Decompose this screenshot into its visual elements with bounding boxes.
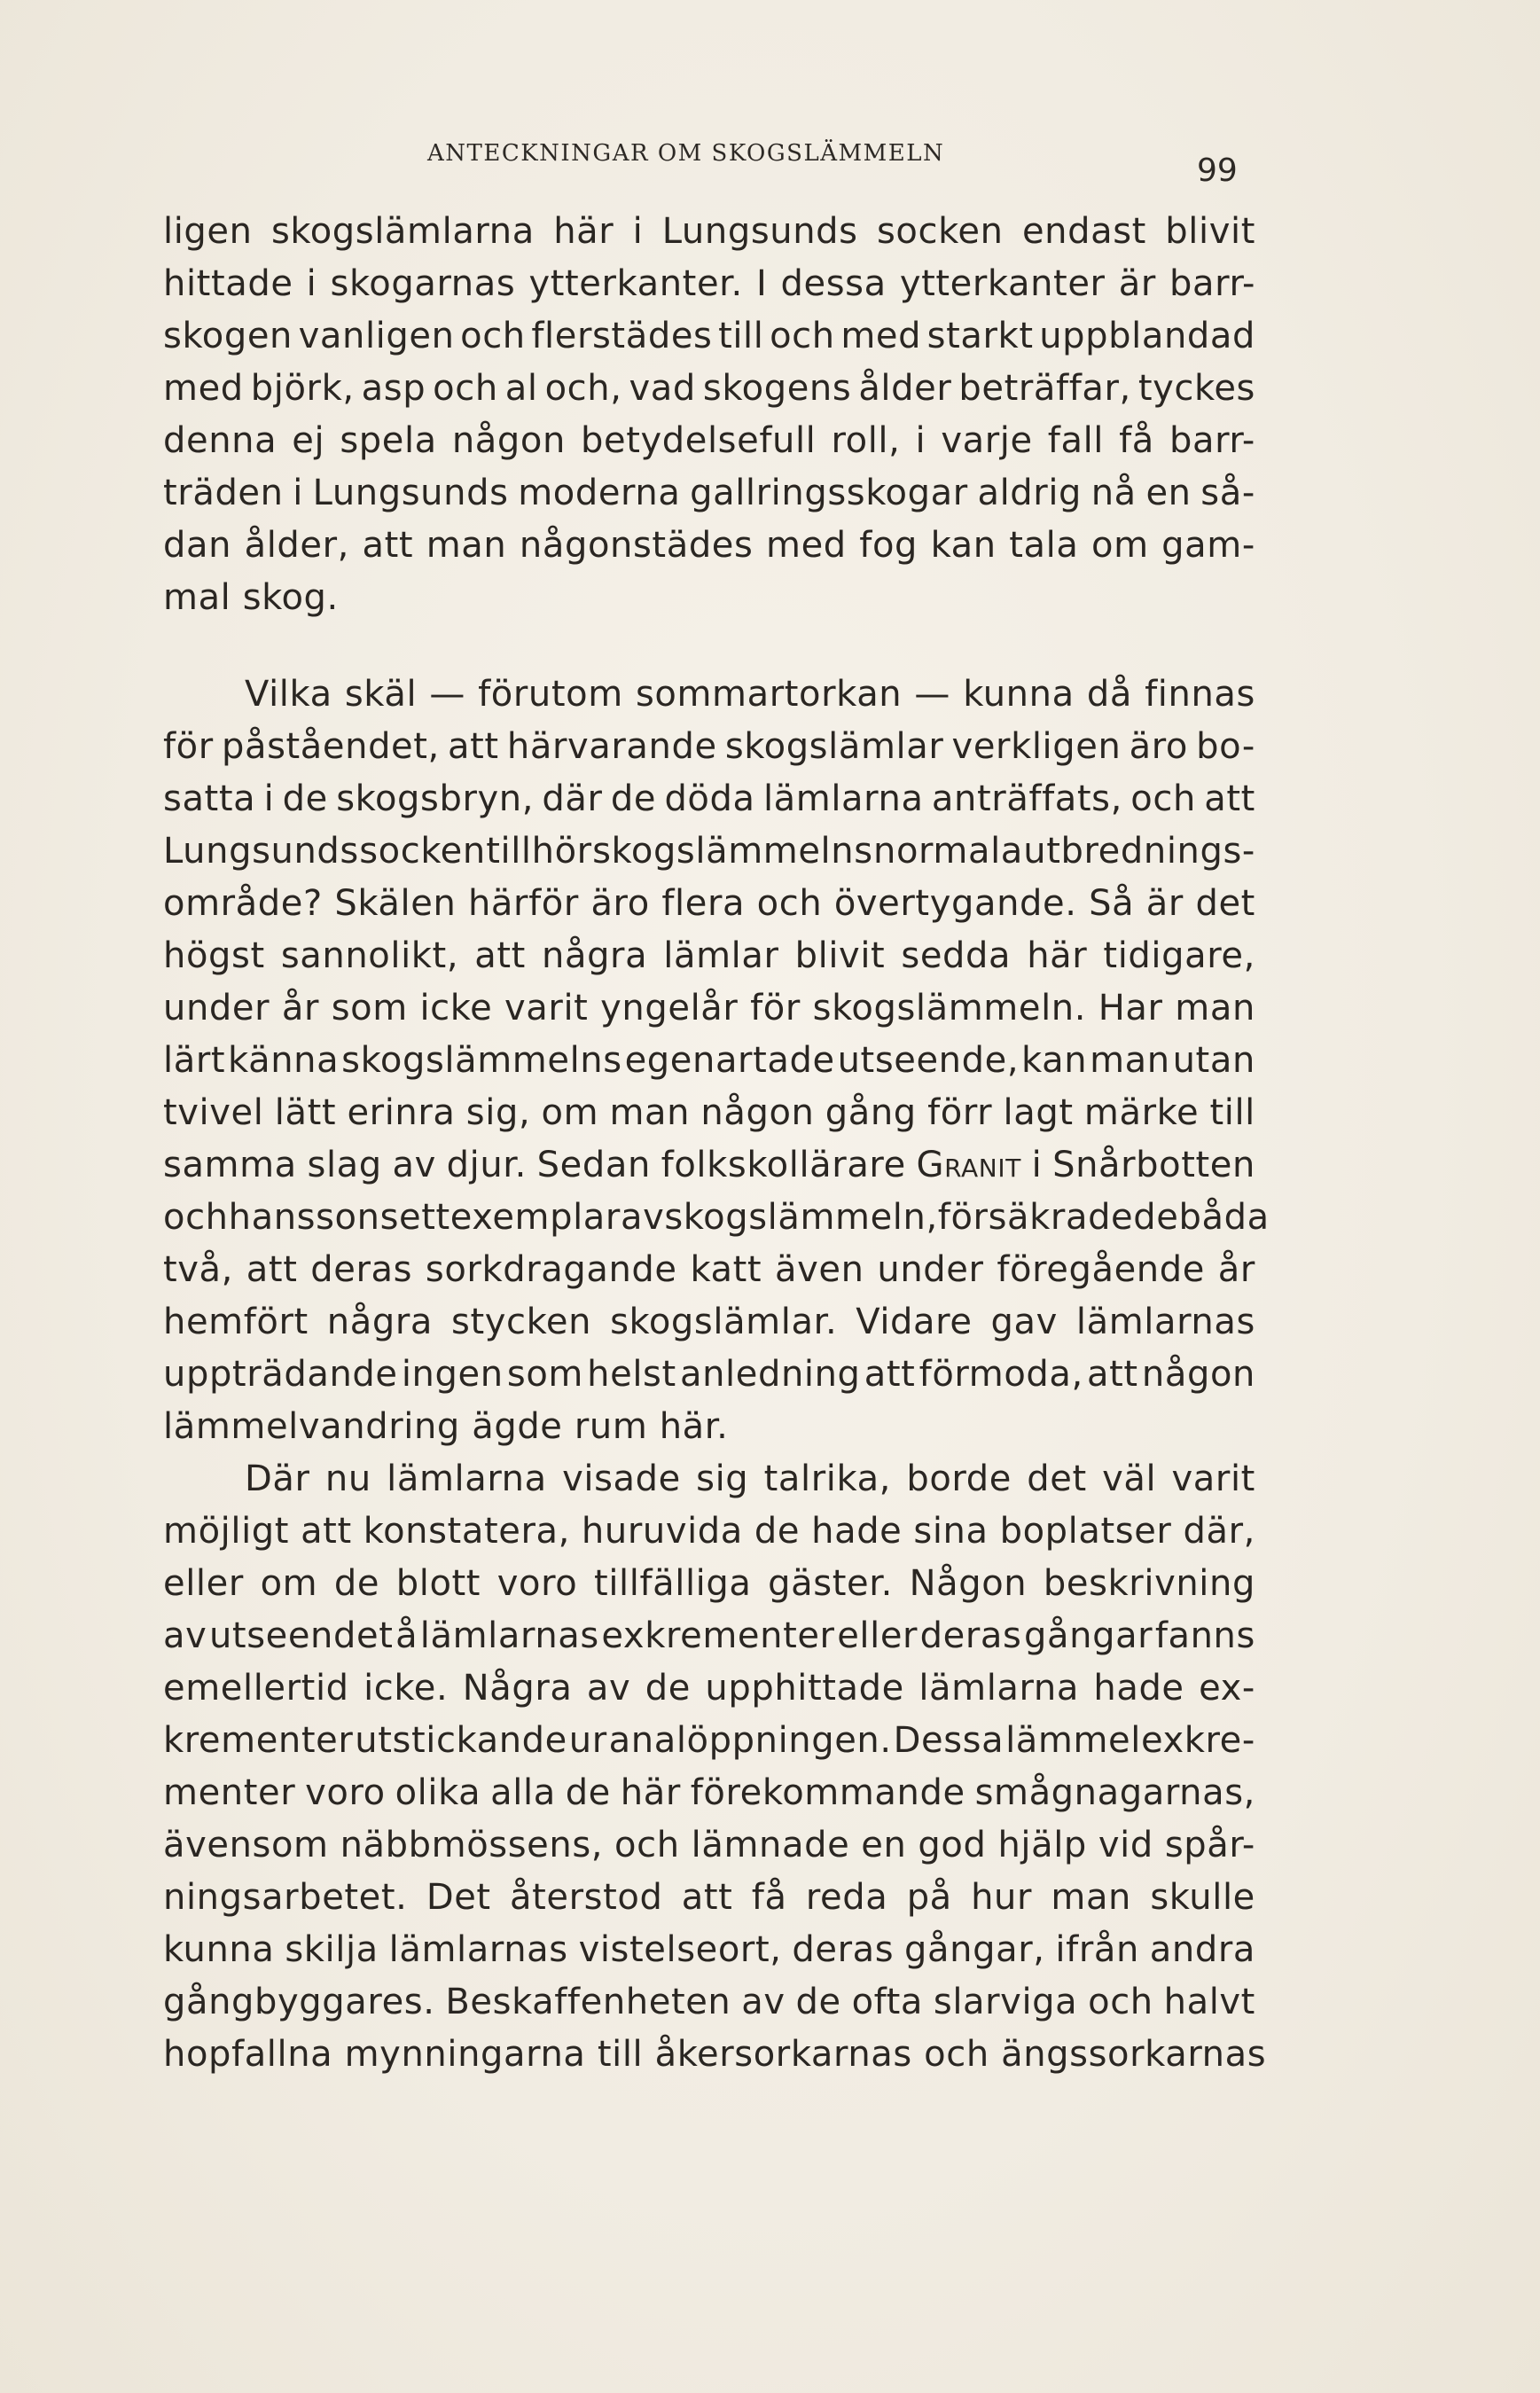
text-line: område? Skälen härför äro flera och övertygande. Så är det <box>163 883 1255 924</box>
text-line: högst sannolikt, att några lämlar blivit sedda här tidigare, <box>163 935 1255 976</box>
text-line: lärt känna skogslämmelns egenartade utseende, kan man utan <box>163 1040 1255 1081</box>
text-line: hittade i skogarnas ytterkanter. I dessa ytterkanter är barr- <box>163 263 1255 304</box>
paragraph <box>163 206 1255 624</box>
text-line: och hans son sett exemplar av skogslämmeln, försäkrade de båda <box>163 1197 1270 1238</box>
text-line: kunna skilja lämlarnas vistelseort, deras gångar, ifrån andra <box>163 1929 1255 1970</box>
text-line: med björk, asp och al och, vad skogens ålder beträffar, tyckes <box>163 368 1255 409</box>
text-line: denna ej spela någon betydelsefull roll, i varje fall få barr- <box>163 420 1255 461</box>
person-name: Granit <box>916 1145 1021 1185</box>
text-line: satta i de skogsbryn, där de döda lämlarna anträffats, och att <box>163 778 1255 819</box>
text-line: krementer utstickande ur analöppningen. Dessa lämmelexkre- <box>163 1720 1255 1761</box>
text-line: ligen skogslämlarna här i Lungsunds socken endast blivit <box>163 211 1255 252</box>
text-line: emellertid icke. Några av de upphittade lämlarna hade ex- <box>163 1668 1255 1709</box>
text-line: Lungsunds socken tillhör skogslämmelns normala utbrednings- <box>163 831 1255 872</box>
paragraph <box>163 1453 1267 2081</box>
text-line: hopfallna mynningarna till åkersorkarnas och ängssorkarnas <box>163 2034 1267 2075</box>
text-line: två, att deras sorkdragande katt även under föregående år <box>163 1249 1255 1290</box>
text-line: under år som icke varit yngelår för skogslämmeln. Har man <box>163 988 1255 1028</box>
text-line: menter voro olika alla de här förekommande smågnagarnas, <box>163 1772 1255 1813</box>
text-line: för påståendet, att härvarande skogslämlar verkligen äro bo- <box>163 726 1255 767</box>
text-line: hemfört några stycken skogslämlar. Vidare gav lämlarnas <box>163 1302 1255 1342</box>
text-line: Vilka skäl — förutom sommartorkan — kunna då finnas <box>245 674 1255 715</box>
text-line: gångbyggares. Beskaffenheten av de ofta slarviga och halvt <box>163 1982 1255 2022</box>
text-line: eller om de blott voro tillfälliga gäster. Någon beskrivning <box>163 1563 1255 1604</box>
text-line: ävensom näbbmössens, och lämnade en god hjälp vid spår- <box>163 1825 1255 1865</box>
text-line: möjligt att konstatera, huruvida de hade sina boplatser där, <box>163 1511 1255 1552</box>
text-line: samma slag av djur. Sedan folkskollärare Granit i Snårbotten <box>163 1139 1255 1192</box>
text-line: Där nu lämlarna visade sig talrika, borde det väl varit <box>245 1458 1255 1499</box>
text-line: lämmelvandring ägde rum här. <box>163 1406 729 1447</box>
text-line: tvivel lätt erinra sig, om man någon gång förr lagt märke till <box>163 1092 1255 1133</box>
text-line: ningsarbetet. Det återstod att få reda på hur man skulle <box>163 1877 1255 1918</box>
text-line: skogen vanligen och flerstädes till och med starkt uppblandad <box>163 316 1255 356</box>
text-line: träden i Lungsunds moderna gallringsskogar aldrig nå en så- <box>163 473 1255 513</box>
text-line: mal skog. <box>163 577 339 618</box>
page-number: 99 <box>1197 152 1238 189</box>
text-line: av utseendet å lämlarnas exkrementer eller deras gångar fanns <box>163 1615 1255 1656</box>
running-head: ANTECKNINGAR OM SKOGSLÄMMELN <box>427 140 945 167</box>
text-line: uppträdande ingen som helst anledning att förmoda, att någon <box>163 1354 1255 1395</box>
text-line: dan ålder, att man någonstädes med fog kan tala om gam- <box>163 525 1255 566</box>
paragraph <box>163 669 1270 1453</box>
body-text <box>163 206 1270 2081</box>
